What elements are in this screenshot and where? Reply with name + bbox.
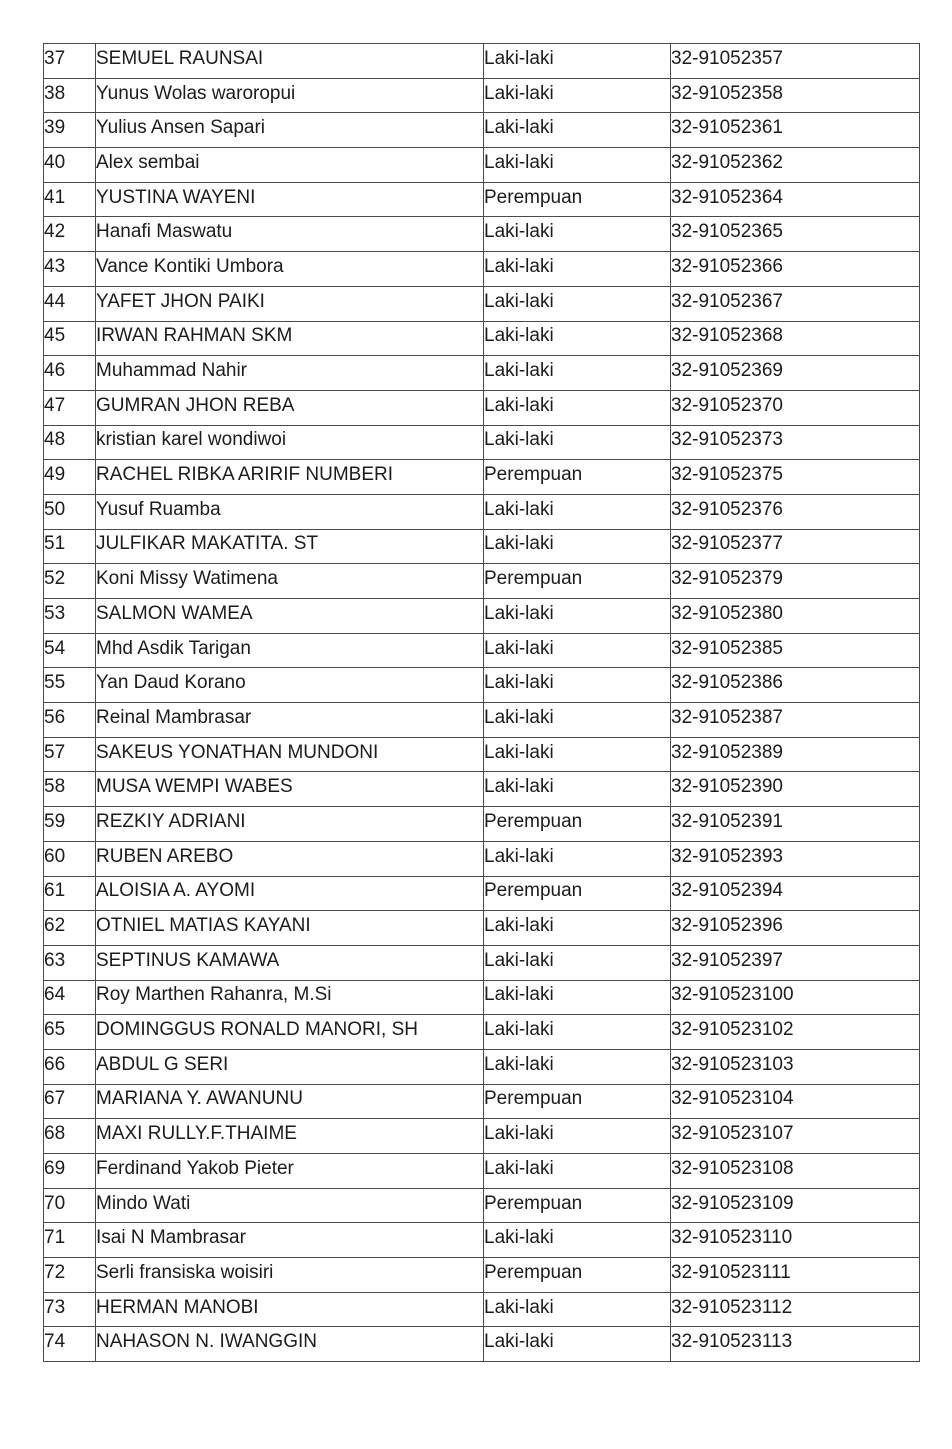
name-cell: Ferdinand Yakob Pieter: [96, 1154, 484, 1189]
row-number-cell: 48: [44, 425, 96, 460]
row-number-cell: 38: [44, 78, 96, 113]
registration-number-cell: 32-91052377: [671, 529, 920, 564]
row-number-cell: 54: [44, 633, 96, 668]
gender-cell: Perempuan: [484, 460, 671, 495]
gender-cell: Laki-laki: [484, 390, 671, 425]
row-number-cell: 55: [44, 668, 96, 703]
participant-table-body: [44, 44, 920, 1362]
gender-cell: Laki-laki: [484, 425, 671, 460]
gender-cell: Laki-laki: [484, 1327, 671, 1362]
table-row: [44, 494, 920, 529]
gender-cell: Perempuan: [484, 1084, 671, 1119]
name-cell: Yulius Ansen Sapari: [96, 113, 484, 148]
row-number-cell: 59: [44, 807, 96, 842]
name-cell: MUSA WEMPI WABES: [96, 772, 484, 807]
table-row: [44, 564, 920, 599]
name-cell: ALOISIA A. AYOMI: [96, 876, 484, 911]
registration-number-cell: 32-910523109: [671, 1188, 920, 1223]
name-cell: Yan Daud Korano: [96, 668, 484, 703]
gender-cell: Laki-laki: [484, 286, 671, 321]
name-cell: JULFIKAR MAKATITA. ST: [96, 529, 484, 564]
row-number-cell: 52: [44, 564, 96, 599]
row-number-cell: 44: [44, 286, 96, 321]
table-row: [44, 390, 920, 425]
table-row: [44, 113, 920, 148]
registration-number-cell: 32-91052379: [671, 564, 920, 599]
gender-cell: Laki-laki: [484, 737, 671, 772]
name-cell: NAHASON N. IWANGGIN: [96, 1327, 484, 1362]
gender-cell: Laki-laki: [484, 44, 671, 79]
row-number-cell: 73: [44, 1292, 96, 1327]
name-cell: SEPTINUS KAMAWA: [96, 945, 484, 980]
row-number-cell: 60: [44, 841, 96, 876]
registration-number-cell: 32-910523111: [671, 1258, 920, 1293]
registration-number-cell: 32-910523104: [671, 1084, 920, 1119]
table-row: [44, 425, 920, 460]
table-row: [44, 1223, 920, 1258]
gender-cell: Laki-laki: [484, 113, 671, 148]
row-number-cell: 56: [44, 703, 96, 738]
row-number-cell: 49: [44, 460, 96, 495]
registration-number-cell: 32-91052389: [671, 737, 920, 772]
gender-cell: Laki-laki: [484, 252, 671, 287]
table-row: [44, 78, 920, 113]
row-number-cell: 51: [44, 529, 96, 564]
name-cell: Mhd Asdik Tarigan: [96, 633, 484, 668]
gender-cell: Laki-laki: [484, 356, 671, 391]
registration-number-cell: 32-910523107: [671, 1119, 920, 1154]
gender-cell: Laki-laki: [484, 841, 671, 876]
table-row: [44, 1015, 920, 1050]
row-number-cell: 65: [44, 1015, 96, 1050]
registration-number-cell: 32-91052370: [671, 390, 920, 425]
row-number-cell: 42: [44, 217, 96, 252]
row-number-cell: 63: [44, 945, 96, 980]
table-row: [44, 217, 920, 252]
participant-table: [43, 43, 920, 1362]
gender-cell: Perempuan: [484, 182, 671, 217]
row-number-cell: 57: [44, 737, 96, 772]
name-cell: Vance Kontiki Umbora: [96, 252, 484, 287]
registration-number-cell: 32-91052391: [671, 807, 920, 842]
registration-number-cell: 32-91052387: [671, 703, 920, 738]
registration-number-cell: 32-910523103: [671, 1049, 920, 1084]
gender-cell: Laki-laki: [484, 703, 671, 738]
gender-cell: Laki-laki: [484, 1119, 671, 1154]
table-row: [44, 460, 920, 495]
row-number-cell: 47: [44, 390, 96, 425]
registration-number-cell: 32-910523100: [671, 980, 920, 1015]
gender-cell: Perempuan: [484, 1188, 671, 1223]
row-number-cell: 69: [44, 1154, 96, 1189]
registration-number-cell: 32-91052357: [671, 44, 920, 79]
row-number-cell: 58: [44, 772, 96, 807]
registration-number-cell: 32-91052362: [671, 148, 920, 183]
registration-number-cell: 32-910523110: [671, 1223, 920, 1258]
name-cell: Yusuf Ruamba: [96, 494, 484, 529]
table-row: [44, 980, 920, 1015]
name-cell: HERMAN MANOBI: [96, 1292, 484, 1327]
table-row: [44, 737, 920, 772]
name-cell: MAXI RULLY.F.THAIME: [96, 1119, 484, 1154]
registration-number-cell: 32-91052396: [671, 911, 920, 946]
row-number-cell: 67: [44, 1084, 96, 1119]
gender-cell: Laki-laki: [484, 148, 671, 183]
name-cell: ABDUL G SERI: [96, 1049, 484, 1084]
table-row: [44, 1119, 920, 1154]
table-row: [44, 807, 920, 842]
table-row: [44, 321, 920, 356]
registration-number-cell: 32-91052390: [671, 772, 920, 807]
registration-number-cell: 32-91052385: [671, 633, 920, 668]
registration-number-cell: 32-910523102: [671, 1015, 920, 1050]
row-number-cell: 37: [44, 44, 96, 79]
name-cell: Isai N Mambrasar: [96, 1223, 484, 1258]
name-cell: IRWAN RAHMAN SKM: [96, 321, 484, 356]
gender-cell: Laki-laki: [484, 945, 671, 980]
gender-cell: Laki-laki: [484, 217, 671, 252]
table-row: [44, 252, 920, 287]
row-number-cell: 66: [44, 1049, 96, 1084]
gender-cell: Laki-laki: [484, 980, 671, 1015]
registration-number-cell: 32-91052365: [671, 217, 920, 252]
gender-cell: Laki-laki: [484, 1015, 671, 1050]
gender-cell: Laki-laki: [484, 599, 671, 634]
name-cell: SALMON WAMEA: [96, 599, 484, 634]
name-cell: SEMUEL RAUNSAI: [96, 44, 484, 79]
name-cell: REZKIY ADRIANI: [96, 807, 484, 842]
table-row: [44, 44, 920, 79]
gender-cell: Laki-laki: [484, 668, 671, 703]
gender-cell: Perempuan: [484, 1258, 671, 1293]
table-row: [44, 529, 920, 564]
row-number-cell: 46: [44, 356, 96, 391]
table-row: [44, 1188, 920, 1223]
gender-cell: Perempuan: [484, 807, 671, 842]
table-row: [44, 1292, 920, 1327]
name-cell: OTNIEL MATIAS KAYANI: [96, 911, 484, 946]
registration-number-cell: 32-91052393: [671, 841, 920, 876]
registration-number-cell: 32-91052367: [671, 286, 920, 321]
gender-cell: Perempuan: [484, 564, 671, 599]
gender-cell: Perempuan: [484, 876, 671, 911]
row-number-cell: 74: [44, 1327, 96, 1362]
table-row: [44, 841, 920, 876]
row-number-cell: 43: [44, 252, 96, 287]
gender-cell: Laki-laki: [484, 772, 671, 807]
registration-number-cell: 32-91052364: [671, 182, 920, 217]
name-cell: kristian karel wondiwoi: [96, 425, 484, 460]
registration-number-cell: 32-91052386: [671, 668, 920, 703]
table-row: [44, 1084, 920, 1119]
row-number-cell: 70: [44, 1188, 96, 1223]
name-cell: YUSTINA WAYENI: [96, 182, 484, 217]
registration-number-cell: 32-91052368: [671, 321, 920, 356]
gender-cell: Laki-laki: [484, 321, 671, 356]
table-row: [44, 668, 920, 703]
table-row: [44, 148, 920, 183]
name-cell: RACHEL RIBKA ARIRIF NUMBERI: [96, 460, 484, 495]
table-row: [44, 599, 920, 634]
gender-cell: Laki-laki: [484, 1049, 671, 1084]
name-cell: MARIANA Y. AWANUNU: [96, 1084, 484, 1119]
name-cell: Roy Marthen Rahanra, M.Si: [96, 980, 484, 1015]
gender-cell: Laki-laki: [484, 529, 671, 564]
row-number-cell: 39: [44, 113, 96, 148]
gender-cell: Laki-laki: [484, 1292, 671, 1327]
row-number-cell: 45: [44, 321, 96, 356]
row-number-cell: 41: [44, 182, 96, 217]
registration-number-cell: 32-91052369: [671, 356, 920, 391]
registration-number-cell: 32-91052358: [671, 78, 920, 113]
name-cell: Koni Missy Watimena: [96, 564, 484, 599]
row-number-cell: 64: [44, 980, 96, 1015]
name-cell: Hanafi Maswatu: [96, 217, 484, 252]
table-row: [44, 772, 920, 807]
row-number-cell: 53: [44, 599, 96, 634]
name-cell: Muhammad Nahir: [96, 356, 484, 391]
row-number-cell: 71: [44, 1223, 96, 1258]
gender-cell: Laki-laki: [484, 78, 671, 113]
table-row: [44, 1327, 920, 1362]
gender-cell: Laki-laki: [484, 633, 671, 668]
row-number-cell: 61: [44, 876, 96, 911]
table-row: [44, 1154, 920, 1189]
table-row: [44, 182, 920, 217]
registration-number-cell: 32-910523113: [671, 1327, 920, 1362]
registration-number-cell: 32-91052366: [671, 252, 920, 287]
name-cell: RUBEN AREBO: [96, 841, 484, 876]
table-row: [44, 633, 920, 668]
registration-number-cell: 32-91052375: [671, 460, 920, 495]
table-row: [44, 945, 920, 980]
name-cell: Yunus Wolas waroropui: [96, 78, 484, 113]
name-cell: Mindo Wati: [96, 1188, 484, 1223]
registration-number-cell: 32-91052397: [671, 945, 920, 980]
gender-cell: Laki-laki: [484, 911, 671, 946]
table-row: [44, 876, 920, 911]
gender-cell: Laki-laki: [484, 1223, 671, 1258]
table-row: [44, 911, 920, 946]
table-row: [44, 286, 920, 321]
row-number-cell: 40: [44, 148, 96, 183]
table-row: [44, 1258, 920, 1293]
gender-cell: Laki-laki: [484, 1154, 671, 1189]
name-cell: Alex sembai: [96, 148, 484, 183]
registration-number-cell: 32-91052373: [671, 425, 920, 460]
registration-number-cell: 32-91052394: [671, 876, 920, 911]
registration-number-cell: 32-91052376: [671, 494, 920, 529]
table-row: [44, 1049, 920, 1084]
row-number-cell: 50: [44, 494, 96, 529]
name-cell: YAFET JHON PAIKI: [96, 286, 484, 321]
table-row: [44, 356, 920, 391]
name-cell: GUMRAN JHON REBA: [96, 390, 484, 425]
registration-number-cell: 32-91052361: [671, 113, 920, 148]
row-number-cell: 62: [44, 911, 96, 946]
table-row: [44, 703, 920, 738]
registration-number-cell: 32-910523108: [671, 1154, 920, 1189]
row-number-cell: 68: [44, 1119, 96, 1154]
gender-cell: Laki-laki: [484, 494, 671, 529]
registration-number-cell: 32-91052380: [671, 599, 920, 634]
registration-number-cell: 32-910523112: [671, 1292, 920, 1327]
name-cell: SAKEUS YONATHAN MUNDONI: [96, 737, 484, 772]
name-cell: Reinal Mambrasar: [96, 703, 484, 738]
name-cell: Serli fransiska woisiri: [96, 1258, 484, 1293]
row-number-cell: 72: [44, 1258, 96, 1293]
name-cell: DOMINGGUS RONALD MANORI, SH: [96, 1015, 484, 1050]
